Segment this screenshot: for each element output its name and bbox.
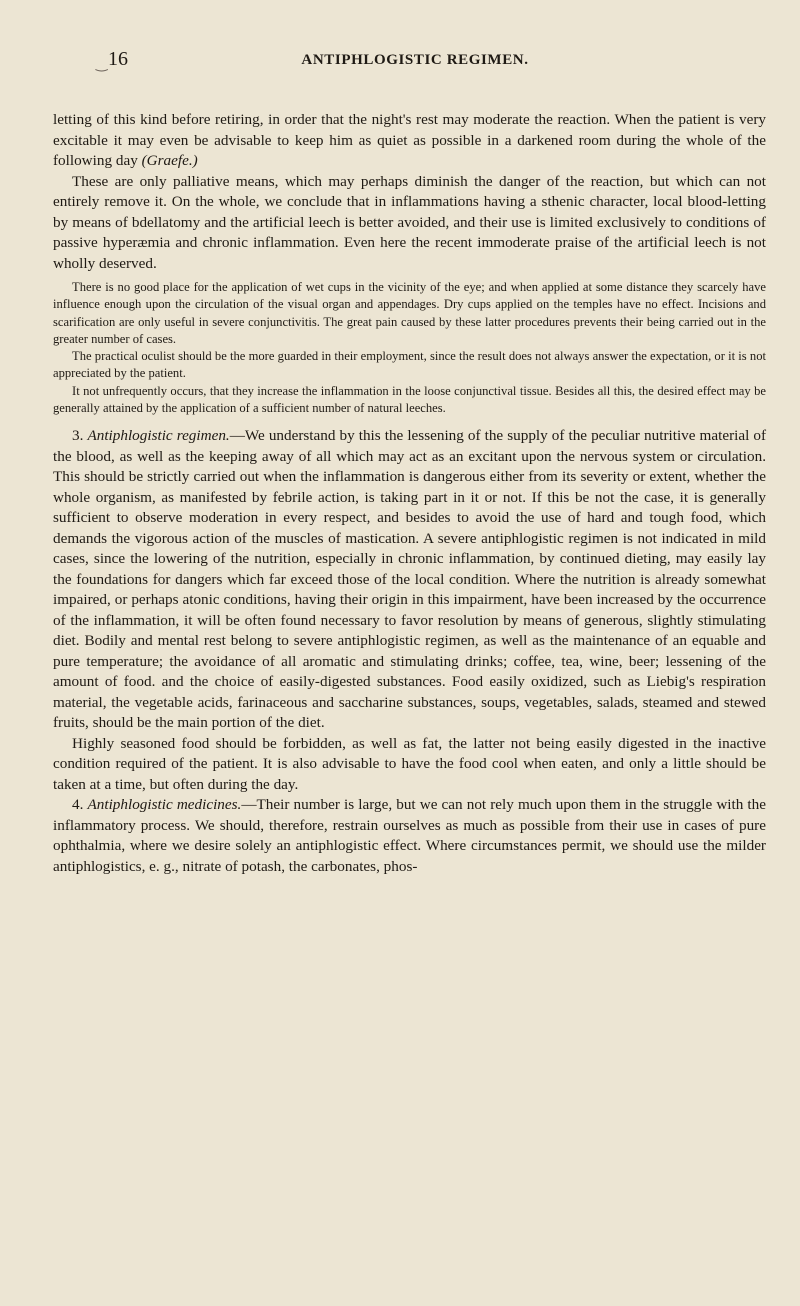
footnote-3: It not unfrequently occurs, that they increase the inflammation in the loose conjunctival tissue. Besides all this, the desired effect may be generally attained by the application of a sufficient number of natural leeches. <box>53 383 766 416</box>
paragraph-4: Highly seasoned food should be forbidden, as well as fat, the latter not being easily digested in the inactive condition required of the patient. It is also advisable to have the food cool when eaten, and only a little should be taken at a time, but often during the day. <box>53 734 766 793</box>
page-header <box>0 48 800 76</box>
margin-mark: ‿ <box>96 57 108 72</box>
section-4-number: 4. <box>72 796 84 814</box>
footnote-1: There is no good place for the application of wet cups in the vicinity of the eye; and when applied at some distance they scarcely have influence enough upon the circulation of the visual organ and appendages. Dry cups applied on the temples have no effect. Incisions and scarification are only useful in severe conjunctivitis. The great pain caused by these latter procedures prevents their being carried out in the greater number of cases. <box>53 280 766 346</box>
section-3-number: 3. <box>72 427 84 445</box>
section-3 <box>53 426 766 734</box>
section-4-text: —Their number is large, but we can not rely much upon them in the struggle with the inflammatory process. We should, therefore, restrain ourselves as much as possible from their use in cases of pure ophthalmia, where we desire solely an antiphlogistic effect. Where circumstances permit, we should use the milder antiphlogistics, e. g., nitrate of potash, the carbonates, phos- <box>53 796 766 875</box>
paragraph-1 <box>53 110 766 172</box>
citation-graefe: (Graefe.) <box>141 152 198 169</box>
paragraph-1-text: letting of this kind before retiring, in order that the night's rest may moderate the reaction. When the patient is very excitable it may even be advisable to keep him as quiet as possible in a darkened room during the whole of the following day <box>53 111 766 169</box>
paragraph-2: These are only palliative means, which may perhaps diminish the danger of the reaction, but which can not entirely remove it. On the whole, we conclude that in inflammations having a sthenic character, local blood-letting by means of bdellatomy and the artificial leech is better avoided, and their use is limited exclusively to conditions of passive hyperæmia and chronic inflammation. Even here the recent immoderate praise of the artificial leech is not wholly deserved. <box>53 172 766 272</box>
section-3-title: Antiphlogistic regimen. <box>87 427 230 445</box>
section-4-title: Antiphlogistic medicines. <box>87 796 242 814</box>
page-number: 16 <box>108 48 128 70</box>
section-3-text: —We understand by this the lessening of the supply of the peculiar nutritive material of the blood, as well as the keeping away of all which may act as an excitant upon the nervous system or circulation. This should be strictly carried out when the inflammation is dangerous either from its severity or extent, whether the whole organism, as manifested by febrile action, is taking part in it or not. If this be not the case, it is generally sufficient to observe moderation in every respect, and besides to avoid the use of hard and tough food, which demands the vigorous action of the muscles of mastication. A severe antiphlogistic regimen is not indicated in mild cases, since the lowering of the nutrition, especially in chronic inflammation, by continued dieting, may easily lay the foundations for dangers which far exceed those of the local condition. Where the nutrition is already somewhat impaired, or perhaps atonic conditions, having their origin in this impairment, have been increased by the occurrence of the inflammation, it will be often found necessary to favor resolution by means of generous, slightly stimulating diet. Bodily and mental rest belong to severe antiphlogistic regimen, as well as the maintenance of an equable and pure temperature; the avoidance of all aromatic and stimulating drinks; coffee, tea, wine, beer; lessening of the amount of food. and the choice of easily-digested substances. Food easily oxidized, such as Liebig's respiration material, the vegetable acids, farinaceous and saccharine substances, soups, vegetables, salads, steamed and stewed fruits, should be the main portion of the diet. <box>53 427 767 732</box>
footnote-2: The practical oculist should be the more guarded in their employment, since the result does not always answer the expectation, or it is not appreciated by the patient. <box>53 349 766 381</box>
page-body <box>53 110 766 877</box>
section-4 <box>53 795 766 877</box>
running-title: ANTIPHLOGISTIC REGIMEN. <box>301 52 529 68</box>
